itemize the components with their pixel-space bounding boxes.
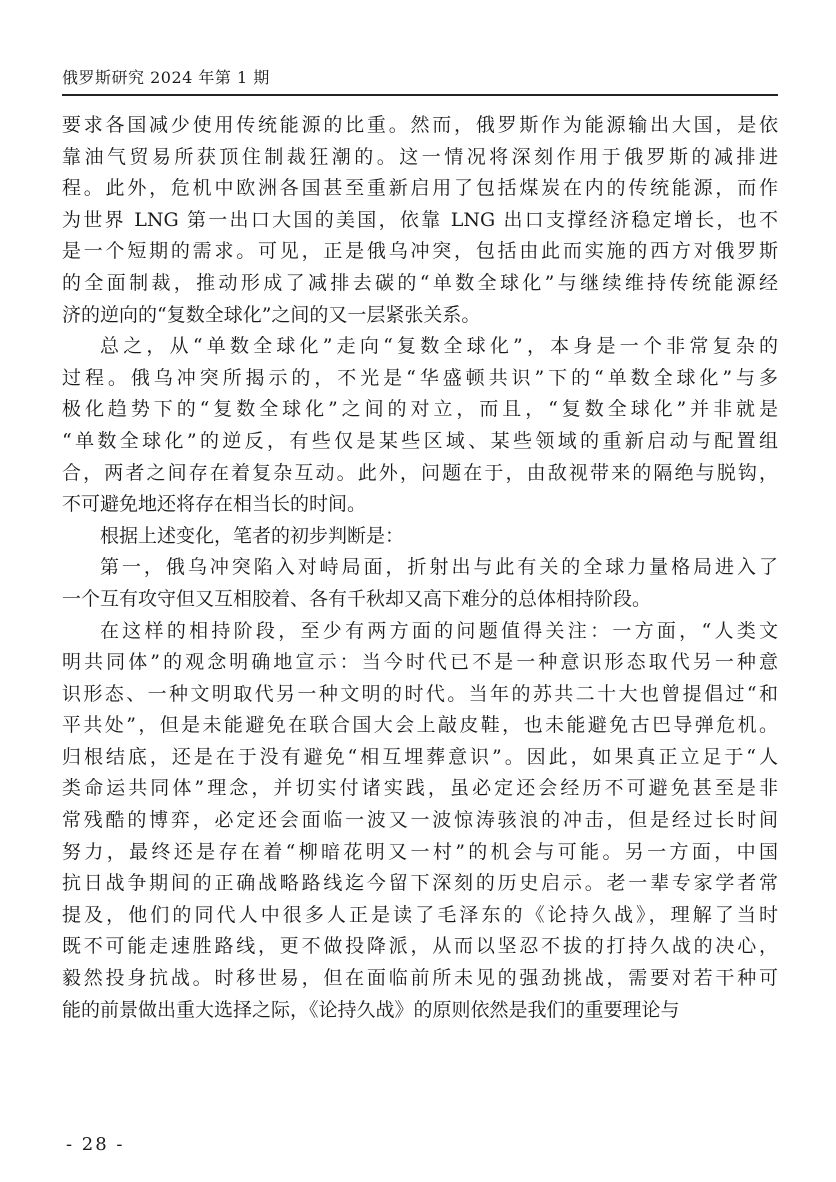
text-line: 识形态、一种文明取代另一种文明的时代。当年的苏共二十大也曾提倡过“和 — [62, 682, 778, 705]
text-line: 要求各国减少使用传统能源的比重。然而，俄罗斯作为能源输出大国，是依 — [62, 114, 778, 136]
paragraph — [62, 552, 778, 615]
text-line: 平共处”，但是未能避免在联合国大会上敲皮鞋，也未能避免古巴导弹危机。 — [62, 714, 778, 737]
text-line: 毅然投身抗战。时移世易，但在面临前所未见的强劲挑战，需要对若干种可 — [62, 967, 778, 990]
text-line: 不可避免地还将存在相当长的时间。 — [62, 493, 367, 516]
text-line: 为世界 LNG 第一出口大国的美国，依靠 LNG 出口支撑经济稳定增长，也不 — [62, 208, 778, 231]
text-line: 靠油气贸易所获顶住制裁狂潮的。这一情况将深刻作用于俄罗斯的减排进 — [62, 145, 778, 168]
text-line: 抗日战争期间的正确战略路线迄今留下深刻的历史启示。老一辈专家学者常 — [62, 872, 778, 895]
text-line: 程。此外，危机中欧洲各国甚至重新启用了包括煤炭在内的传统能源，而作 — [62, 177, 778, 200]
text-line: 努力，最终还是存在着“柳暗花明又一村”的机会与可能。另一方面，中国 — [62, 840, 778, 863]
text-line: 是一个短期的需求。可见，正是俄乌冲突，包括由此而实施的西方对俄罗斯 — [62, 240, 778, 263]
text-line: 提及，他们的同代人中很多人正是读了毛泽东的《论持久战》，理解了当时 — [62, 903, 778, 926]
text-line: “单数全球化”的逆反，有些仅是某些区域、某些领域的重新启动与配置组 — [62, 429, 778, 452]
text-line: 合，两者之间存在着复杂互动。此外，问题在于，由敌视带来的隔绝与脱钩， — [62, 461, 778, 484]
page-number: - 28 - — [66, 1134, 125, 1155]
text-line: 第一，俄乌冲突陷入对峙局面，折射出与此有关的全球力量格局进入了 — [100, 556, 778, 579]
paragraph — [62, 616, 778, 1027]
text-line: 常残酷的博弈，必定还会面临一波又一波惊涛骇浪的冲击，但是经过长时间 — [62, 809, 778, 832]
text-line: 一个互有攻守但又互相胶着、各有千秋却又高下难分的总体相持阶段。 — [62, 587, 652, 610]
text-line: 既不可能走速胜路线，更不做投降派，从而以坚忍不拔的打持久战的决心， — [62, 935, 778, 958]
text-line: 极化趋势下的“复数全球化”之间的对立，而且，“复数全球化”并非就是 — [62, 398, 778, 421]
journal-running-title: 俄罗斯研究 2024 年第 1 期 — [62, 68, 270, 87]
text-line: 明共同体”的观念明确地宣示：当今时代已不是一种意识形态取代另一种意 — [62, 651, 778, 674]
paragraph — [62, 331, 778, 521]
text-line: 过程。俄乌冲突所揭示的，不光是“华盛顿共识”下的“单数全球化”与多 — [62, 366, 778, 389]
text-line: 归根结底，还是在于没有避免“相互埋葬意识”。因此，如果真正立足于“人 — [62, 745, 778, 768]
running-header — [62, 66, 778, 96]
text-line: 济的逆向的“复数全球化”之间的又一层紧张关系。 — [62, 303, 481, 326]
paragraph — [62, 521, 778, 553]
text-line: 总之，从“单数全球化”走向“复数全球化”，本身是一个非常复杂的 — [100, 335, 778, 358]
text-line: 类命运共同体”理念，并切实付诸实践，虽必定还会经历不可避免甚至是非 — [62, 777, 778, 800]
text-line: 能的前景做出重大选择之际，《论持久战》的原则依然是我们的重要理论与 — [62, 998, 680, 1021]
text-line: 的全面制裁，推动形成了减排去碳的“单数全球化”与继续维持传统能源经 — [62, 271, 778, 294]
paragraph — [62, 110, 778, 331]
article-body — [62, 110, 778, 1026]
text-line: 根据上述变化，笔者的初步判断是： — [100, 524, 405, 547]
text-line: 在这样的相持阶段，至少有两方面的问题值得关注：一方面，“人类文 — [100, 619, 778, 642]
